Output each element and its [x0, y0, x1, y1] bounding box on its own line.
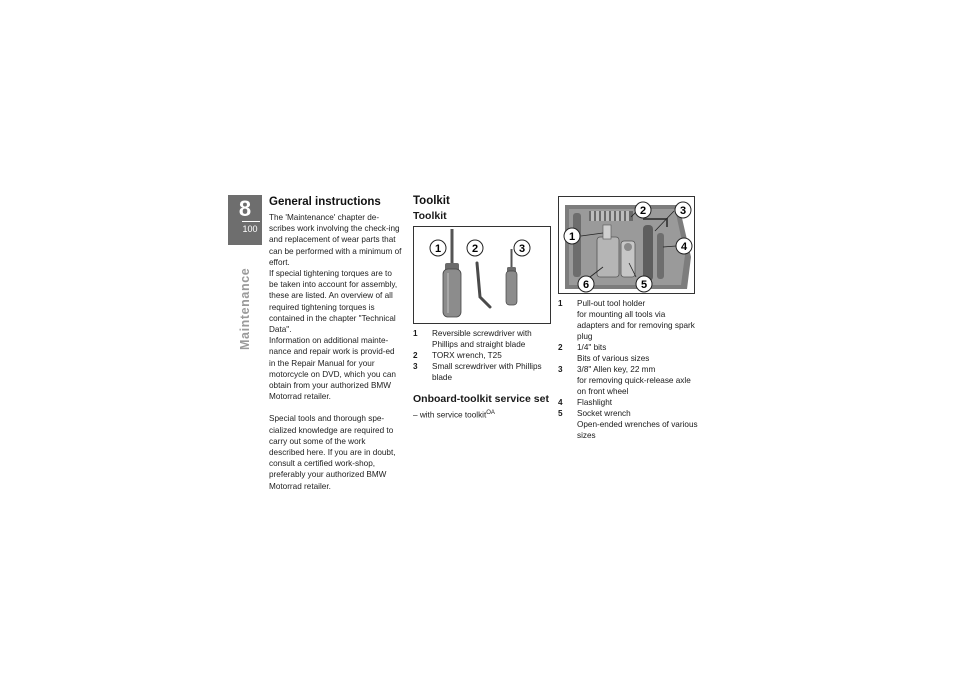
- legend-description: Open-ended wrenches of various sizes: [577, 420, 698, 440]
- legend-title: 1/4" bits: [577, 343, 607, 352]
- legend-text: Small screwdriver with Phillips blade: [432, 362, 542, 382]
- legend-item: [558, 298, 698, 342]
- legend-item: [413, 350, 551, 361]
- general-paragraph-1: The 'Maintenance' chapter de-scribes work involving the check-ing and replacement of wear parts that can be performed with a minimum of effort.: [269, 213, 402, 267]
- legend-number: 4: [558, 398, 563, 407]
- legend-number: 3: [558, 365, 563, 374]
- service-callout-5-label: 5: [640, 279, 648, 291]
- option-code: OA: [486, 410, 495, 416]
- legend-number: 3: [413, 362, 418, 371]
- general-paragraph-3: Information on additional mainte-nance and repair work is provid-ed in the Repair Manual for your motorcycle on DVD, which you can obtain from your authorized BMW Motorrad retailer.: [269, 336, 396, 402]
- legend-description: for mounting all tools via adapters and for removing spark plug: [577, 310, 695, 341]
- service-set-illustration: [559, 197, 694, 293]
- callout-2-label: 2: [471, 243, 479, 255]
- callout-3: [514, 240, 530, 256]
- legend-item: [413, 328, 551, 350]
- callout-2: [467, 240, 483, 256]
- toolkit-subheading: Toolkit: [413, 210, 447, 222]
- toolkit-illustration: [414, 227, 550, 323]
- legend-item: [558, 397, 698, 408]
- legend-item: [558, 342, 698, 364]
- legend-item: [558, 364, 698, 397]
- service-set-legend: [558, 298, 698, 441]
- general-instructions-column: [269, 196, 403, 492]
- service-set-option-text: – with service toolkit: [413, 410, 487, 420]
- service-callout-6: [578, 276, 594, 292]
- service-set-column: [558, 196, 698, 441]
- service-callout-1: [564, 228, 580, 244]
- service-set-heading: Onboard-toolkit service set: [413, 393, 549, 405]
- service-callout-2: [635, 202, 651, 218]
- legend-description: Bits of various sizes: [577, 354, 650, 363]
- torx-wrench-drawing: [477, 263, 490, 307]
- bits-drawing: [589, 211, 633, 221]
- legend-title: Socket wrench: [577, 409, 631, 418]
- service-callout-3: [675, 202, 691, 218]
- service-callout-4: [676, 238, 692, 254]
- legend-text: Reversible screwdriver with Phillips and straight blade: [432, 329, 532, 349]
- page-number: 100: [242, 224, 258, 234]
- chapter-divider: [242, 221, 260, 222]
- general-paragraph-2: If special tightening torques are to be taken into account for assembly, these are listed. An overview of all required tightening torques is contained in the chapter "Technical Data".: [269, 269, 398, 335]
- general-paragraph-4: Special tools and thorough spe-cialized knowledge are required to carry out some of the work described here. If you are in doubt, consult a certified work-shop, preferably your authorized BMW Motorrad retailer.: [269, 414, 396, 491]
- callout-1-label: 1: [434, 243, 442, 255]
- legend-title: Pull-out tool holder: [577, 299, 646, 308]
- toolkit-column: [413, 195, 551, 421]
- legend-text: TORX wrench, T25: [432, 351, 502, 360]
- toolkit-figure: [413, 226, 551, 324]
- legend-number: 5: [558, 409, 563, 418]
- legend-title: Flashlight: [577, 398, 613, 407]
- legend-number: 1: [413, 329, 418, 338]
- legend-number: 2: [413, 351, 418, 360]
- reversible-screwdriver-drawing: [443, 229, 461, 317]
- chapter-number: 8: [238, 196, 252, 221]
- service-callout-2-label: 2: [639, 205, 647, 217]
- legend-number: 2: [558, 343, 563, 352]
- general-instructions-heading: General instructions: [269, 196, 381, 208]
- legend-item: [413, 361, 551, 383]
- service-callout-6-label: 6: [582, 279, 590, 291]
- section-side-label: Maintenance: [238, 267, 252, 350]
- service-set-figure: [558, 196, 695, 294]
- callout-3-label: 3: [518, 243, 526, 255]
- toolkit-heading: Toolkit: [413, 195, 450, 207]
- service-callout-1-label: 1: [568, 231, 576, 243]
- service-callout-3-label: 3: [679, 205, 687, 217]
- legend-number: 1: [558, 299, 563, 308]
- legend-description: for removing quick-release axle on front wheel: [577, 376, 691, 396]
- callout-1: [430, 240, 446, 256]
- toolkit-legend: [413, 328, 551, 383]
- legend-item: [558, 408, 698, 441]
- service-set-option: [413, 408, 551, 421]
- small-screwdriver-drawing: [506, 249, 517, 305]
- service-callout-4-label: 4: [680, 241, 688, 253]
- legend-title: 3/8" Allen key, 22 mm: [577, 365, 656, 374]
- service-callout-5: [636, 276, 652, 292]
